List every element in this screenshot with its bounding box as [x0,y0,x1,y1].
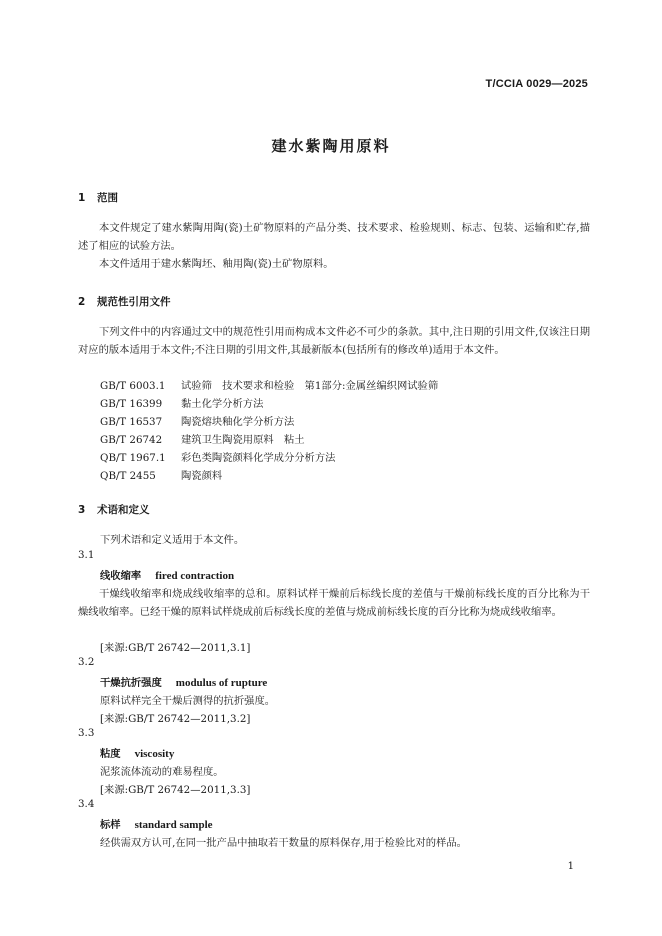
reference-item [100,449,335,464]
term-number: 3.3 [78,727,95,739]
section-number: 3 [78,504,86,516]
term-definition: 干燥线收缩率和烧成线收缩率的总和。原料试样干燥前后标线长度的差值与干燥前标线长度的百分比称为干燥线收缩率。已经干燥的原料试样烧成前后标线长度的差值与烧成前标线长度的百分比称为烧成线收缩率。 [78,588,590,618]
reference-item [100,395,263,410]
reference-item [100,413,294,428]
section-1-paragraph-1: 本文件规定了建水紫陶用陶(瓷)土矿物原料的产品分类、技术要求、检验规则、标志、包装、运输和贮存,描述了相应的试验方法。 [78,222,590,252]
reference-code: QB/T 2455 [100,470,156,482]
term-number: 3.4 [78,798,95,810]
section-title: 术语和定义 [97,504,150,516]
section-2-heading [78,294,171,309]
reference-code: GB/T 6003.1 [100,380,166,392]
term-chinese: 标样 [100,819,121,831]
term-english: fired contraction [155,570,235,582]
term-number: 3.1 [78,549,95,561]
term-chinese: 粘度 [100,748,121,760]
term-heading [100,674,267,689]
section-title: 范围 [97,192,118,204]
reference-title: 黏土化学分析方法 [181,398,264,410]
term-heading [100,567,234,582]
section-title: 规范性引用文件 [97,296,171,308]
section-3-intro: 下列术语和定义适用于本文件。 [100,534,245,546]
term-chinese: 干燥抗折强度 [100,677,162,689]
section-3-heading [78,502,150,517]
term-source: [来源:GB/T 26742—2011,3.1] [100,642,251,654]
document-title: 建水紫陶用原料 [271,137,391,155]
standard-number: T/CCIA 0029—2025 [485,78,588,90]
term-heading [100,816,213,831]
reference-title: 试验筛 技术要求和检验 第1部分:金属丝编织网试验筛 [181,380,439,392]
section-1-heading [78,190,118,205]
section-2-intro: 下列文件中的内容通过文中的规范性引用而构成本文件必不可少的条款。其中,注日期的引用文件,仅该注日期对应的版本适用于本文件;不注日期的引用文件,其最新版本(包括所有的修改单)适用于本文件。 [78,326,590,356]
term-definition: 经供需双方认可,在同一批产品中抽取若干数量的原料保存,用于检验比对的样品。 [100,837,467,849]
reference-title: 陶瓷熔块釉化学分析方法 [181,416,295,428]
section-1-paragraph-2: 本文件适用于建水紫陶坯、釉用陶(瓷)土矿物原料。 [99,258,334,270]
reference-item [100,467,222,482]
reference-code: GB/T 16537 [100,416,163,428]
reference-title: 彩色类陶瓷颜料化学成分分析方法 [181,452,336,464]
term-number: 3.2 [78,656,95,668]
term-definition: 泥浆流体流动的难易程度。 [100,766,224,778]
section-number: 2 [78,296,86,308]
term-source: [来源:GB/T 26742—2011,3.3] [100,784,251,796]
reference-code: GB/T 26742 [100,434,163,446]
term-english: standard sample [134,819,213,831]
term-chinese: 线收缩率 [100,570,142,582]
reference-title: 建筑卫生陶瓷用原料 粘土 [181,434,305,446]
reference-code: QB/T 1967.1 [100,452,166,464]
term-definition: 原料试样完全干燥后测得的抗折强度。 [100,695,276,707]
reference-item [100,377,438,392]
reference-item [100,431,305,446]
reference-title: 陶瓷颜料 [181,470,223,482]
term-english: viscosity [134,748,175,760]
term-heading [100,745,174,760]
section-number: 1 [78,192,86,204]
term-source: [来源:GB/T 26742—2011,3.2] [100,713,251,725]
term-english: modulus of rupture [175,677,268,689]
reference-code: GB/T 16399 [100,398,163,410]
page-number: 1 [567,861,574,872]
